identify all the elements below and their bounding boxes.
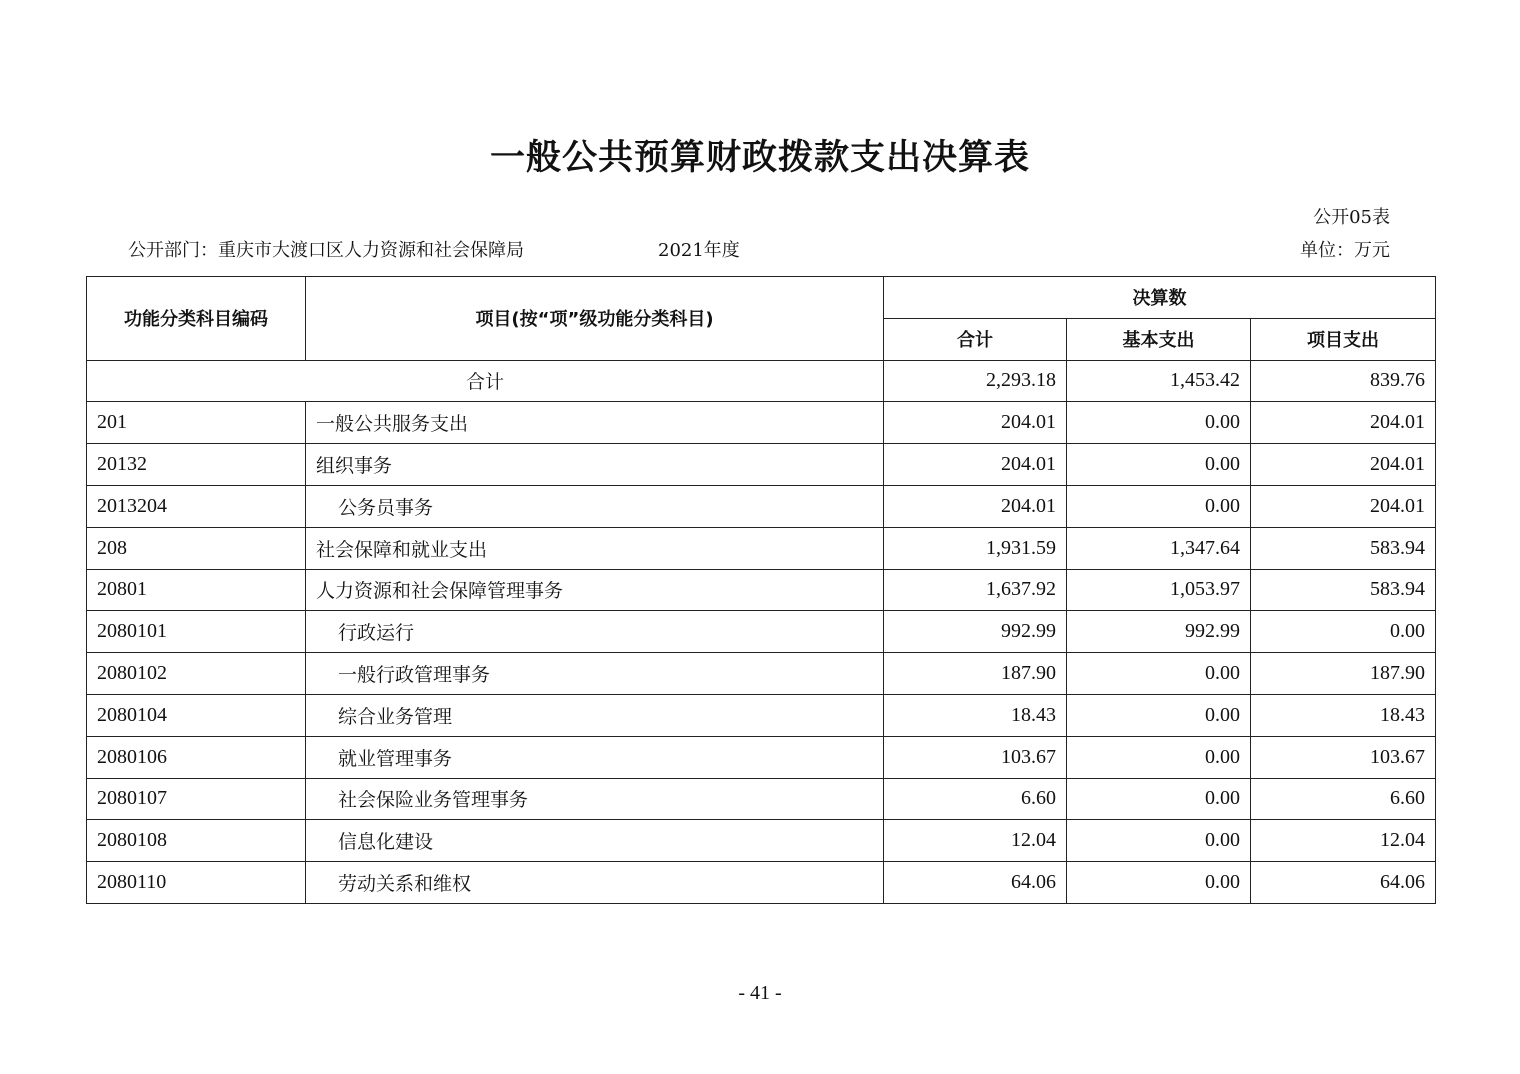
row-basic: 0.00 bbox=[1067, 862, 1251, 904]
unit: 单位：万元 bbox=[1300, 240, 1390, 261]
row-total: 103.67 bbox=[884, 736, 1067, 778]
row-code: 201 bbox=[87, 402, 306, 444]
row-project: 12.04 bbox=[1251, 820, 1436, 862]
row-project: 204.01 bbox=[1251, 444, 1436, 486]
table-row bbox=[87, 611, 1436, 653]
row-total: 1,637.92 bbox=[884, 569, 1067, 611]
row-code: 2080108 bbox=[87, 820, 306, 862]
row-project: 583.94 bbox=[1251, 569, 1436, 611]
row-code: 2080104 bbox=[87, 694, 306, 736]
row-project: 6.60 bbox=[1251, 778, 1436, 820]
row-code: 208 bbox=[87, 527, 306, 569]
row-name: 组织事务 bbox=[306, 444, 884, 486]
row-name: 一般行政管理事务 bbox=[306, 653, 884, 695]
total-basic: 1,453.42 bbox=[1067, 360, 1251, 402]
row-basic: 0.00 bbox=[1067, 694, 1251, 736]
table-row bbox=[87, 820, 1436, 862]
row-code: 20801 bbox=[87, 569, 306, 611]
row-project: 204.01 bbox=[1251, 485, 1436, 527]
row-name: 公务员事务 bbox=[306, 485, 884, 527]
table-row bbox=[87, 694, 1436, 736]
row-total: 64.06 bbox=[884, 862, 1067, 904]
row-basic: 0.00 bbox=[1067, 820, 1251, 862]
row-code: 2080107 bbox=[87, 778, 306, 820]
row-name: 就业管理事务 bbox=[306, 736, 884, 778]
row-total: 187.90 bbox=[884, 653, 1067, 695]
expenditure-table bbox=[86, 276, 1436, 904]
table-number: 公开05表 bbox=[1313, 207, 1390, 228]
row-basic: 992.99 bbox=[1067, 611, 1251, 653]
row-code: 2080110 bbox=[87, 862, 306, 904]
row-project: 204.01 bbox=[1251, 402, 1436, 444]
row-total: 204.01 bbox=[884, 402, 1067, 444]
row-basic: 0.00 bbox=[1067, 402, 1251, 444]
row-name: 社会保障和就业支出 bbox=[306, 527, 884, 569]
table-row bbox=[87, 485, 1436, 527]
row-name: 人力资源和社会保障管理事务 bbox=[306, 569, 884, 611]
row-name: 信息化建设 bbox=[306, 820, 884, 862]
total-project: 839.76 bbox=[1251, 360, 1436, 402]
table-row bbox=[87, 527, 1436, 569]
row-project: 187.90 bbox=[1251, 653, 1436, 695]
row-name: 综合业务管理 bbox=[306, 694, 884, 736]
row-project: 0.00 bbox=[1251, 611, 1436, 653]
row-name: 社会保险业务管理事务 bbox=[306, 778, 884, 820]
row-code: 2013204 bbox=[87, 485, 306, 527]
row-project: 103.67 bbox=[1251, 736, 1436, 778]
header-total: 合计 bbox=[884, 318, 1067, 360]
row-project: 64.06 bbox=[1251, 862, 1436, 904]
header-project: 项目支出 bbox=[1251, 318, 1436, 360]
total-amount: 2,293.18 bbox=[884, 360, 1067, 402]
row-code: 2080101 bbox=[87, 611, 306, 653]
row-total: 18.43 bbox=[884, 694, 1067, 736]
fiscal-year: 2021年度 bbox=[658, 240, 740, 261]
row-basic: 1,347.64 bbox=[1067, 527, 1251, 569]
row-total: 204.01 bbox=[884, 444, 1067, 486]
page-number: - 41 - bbox=[738, 982, 782, 1004]
row-name: 行政运行 bbox=[306, 611, 884, 653]
header-basic: 基本支出 bbox=[1067, 318, 1251, 360]
row-total: 6.60 bbox=[884, 778, 1067, 820]
header-item: 项目(按“项”级功能分类科目) bbox=[306, 277, 884, 361]
header-group: 决算数 bbox=[884, 277, 1436, 319]
row-basic: 0.00 bbox=[1067, 653, 1251, 695]
row-basic: 0.00 bbox=[1067, 485, 1251, 527]
row-project: 18.43 bbox=[1251, 694, 1436, 736]
table-row bbox=[87, 778, 1436, 820]
row-total: 992.99 bbox=[884, 611, 1067, 653]
header-code: 功能分类科目编码 bbox=[87, 277, 306, 361]
table-row bbox=[87, 569, 1436, 611]
page-title: 一般公共预算财政拨款支出决算表 bbox=[489, 138, 1030, 178]
row-code: 20132 bbox=[87, 444, 306, 486]
row-total: 204.01 bbox=[884, 485, 1067, 527]
row-name: 一般公共服务支出 bbox=[306, 402, 884, 444]
row-project: 583.94 bbox=[1251, 527, 1436, 569]
row-basic: 0.00 bbox=[1067, 736, 1251, 778]
row-basic: 0.00 bbox=[1067, 444, 1251, 486]
table-row bbox=[87, 402, 1436, 444]
row-basic: 0.00 bbox=[1067, 778, 1251, 820]
row-total: 12.04 bbox=[884, 820, 1067, 862]
row-total: 1,931.59 bbox=[884, 527, 1067, 569]
row-code: 2080106 bbox=[87, 736, 306, 778]
table-row bbox=[87, 653, 1436, 695]
table-row bbox=[87, 862, 1436, 904]
total-row bbox=[87, 360, 1436, 402]
row-name: 劳动关系和维权 bbox=[306, 862, 884, 904]
total-label: 合计 bbox=[87, 360, 884, 402]
department: 公开部门：重庆市大渡口区人力资源和社会保障局 bbox=[128, 240, 524, 261]
table-row bbox=[87, 444, 1436, 486]
row-basic: 1,053.97 bbox=[1067, 569, 1251, 611]
table-row bbox=[87, 736, 1436, 778]
row-code: 2080102 bbox=[87, 653, 306, 695]
